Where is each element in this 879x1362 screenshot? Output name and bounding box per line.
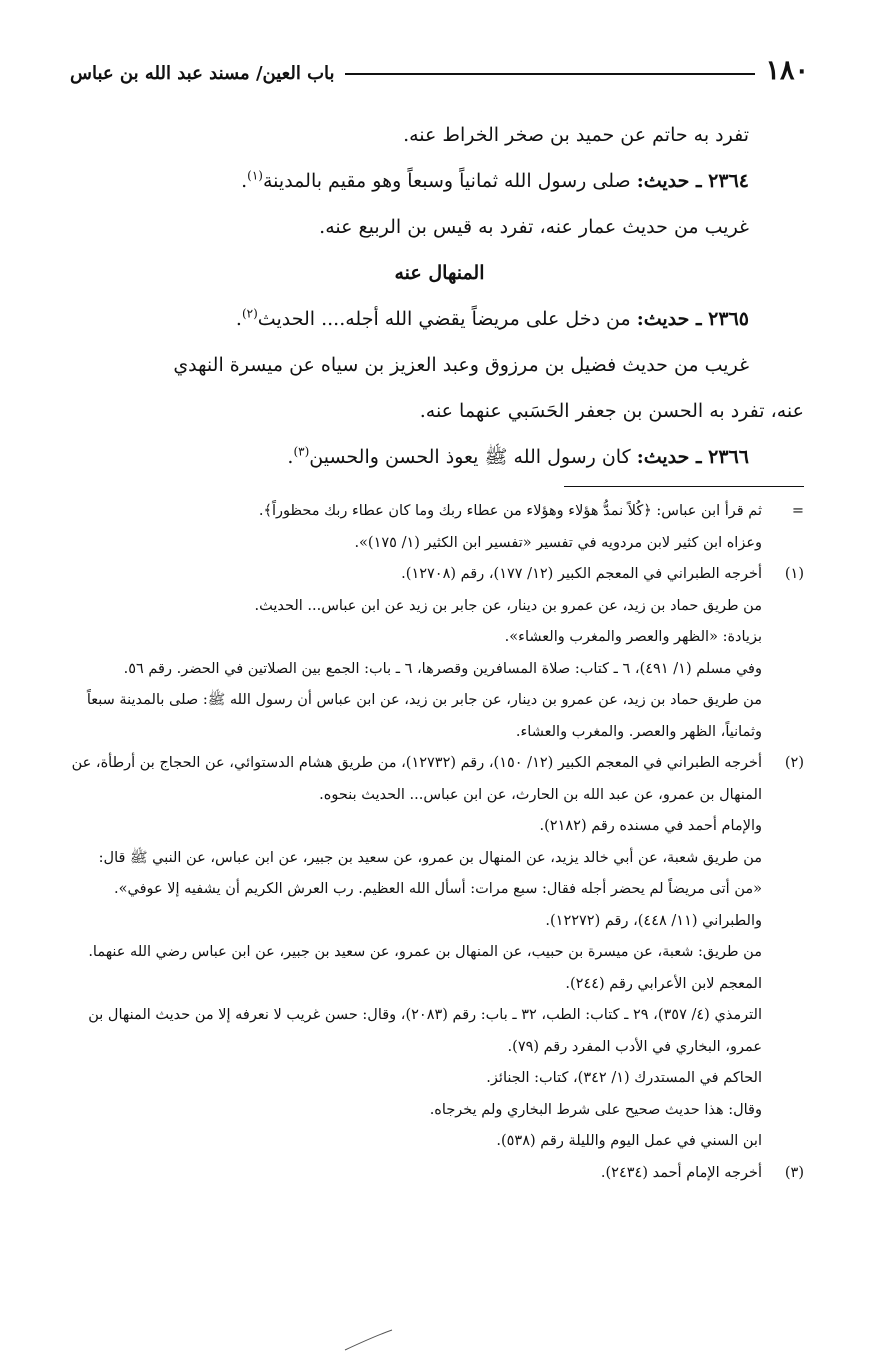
footnote-line: ابن السني في عمل اليوم والليلة رقم (٥٣٨). <box>496 1133 762 1149</box>
line-end: . <box>235 308 242 330</box>
hadith-dash: ـ <box>689 308 709 330</box>
footnote-line: وعزاه ابن كثير لابن مردويه في تفسير «تفسير ابن الكثير (١/ ١٧٥)». <box>354 534 762 551</box>
footnote-marker: (٣) <box>784 1164 804 1181</box>
footnote-line: المعجم لابن الأعرابي رقم (٢٤٤). <box>565 975 762 992</box>
footnote-line: من طريق: شعبة، عن ميسرة بن حبيب، عن المنهال بن عمرو، عن سعيد بن جبير، عن ابن عباس رضي الله عنهما. <box>88 944 762 960</box>
running-title: باب العين/ مسند عبد الله بن عباس <box>70 63 335 84</box>
footnote-line: الترمذي (٤/ ٣٥٧)، ٢٩ ـ كتاب: الطب، ٣٢ ـ باب: رقم (٢٠٨٣)، وقال: حسن غريب لا نعرفه إلا من حديث المنهال بن عمرو، البخاري في الأدب المفرد رقم (٧٩). <box>88 1007 762 1055</box>
footnote-marker: (١) <box>784 566 804 582</box>
hadith-text: من دخل على مريضاً يقضي الله أجله.... الحديث <box>257 308 637 330</box>
hadith-keyword: حديث: <box>636 308 690 330</box>
hadith-dash: ـ <box>689 170 709 192</box>
footnote-line: والطبراني (١١/ ٤٤٨)، رقم (١٢٢٧٢). <box>545 912 762 929</box>
line-text: عنه، تفرد به الحسن بن جعفر الحَسَبي عنهما عنه. <box>419 400 804 422</box>
footnote-marker: (٢) <box>784 755 804 771</box>
footnote-line: بزيادة: «الظهر والعصر والمغرب والعشاء». <box>504 629 762 645</box>
footnote-line: من طريق حماد بن زيد، عن عمرو بن دينار، عن جابر بن زيد عن ابن عباس... الحديث. <box>254 597 762 614</box>
hadith-text: كان رسول الله ﷺ يعوذ الحسن والحسين <box>309 446 637 468</box>
line-text: غريب من حديث عمار عنه، تفرد به قيس بن الربيع عنه. <box>319 216 749 238</box>
hadith-number: ٢٣٦٤ <box>708 170 749 192</box>
footnote-line: والإمام أحمد في مسنده رقم (٢١٨٢). <box>539 818 762 834</box>
hadith-keyword: حديث: <box>636 446 690 468</box>
hadith-keyword: حديث: <box>636 170 690 192</box>
footnote-ref[interactable]: (٣) <box>293 444 310 459</box>
hadith-number: ٢٣٦٦ <box>708 446 749 468</box>
footnote-line: ثم قرأ ابن عباس: ﴿كُلاً نمدُّ هؤلاء وهؤلاء من عطاء ربك وما كان عطاء ربك محظوراً﴾. <box>258 503 762 519</box>
line-end: . <box>241 170 248 192</box>
footnote-line: أخرجه الطبراني في المعجم الكبير (١٢/ ١٥٠)، رقم (١٢٧٣٢)، من طريق هشام الدستوائي، عن الحجاج بن أرطأة، عن المنهال بن عمرو، عن عبد الله بن الحارث، عن ابن عباس... الحديث بنحوه. <box>71 755 762 803</box>
footnote-line: وقال: هذا حديث صحيح على شرط البخاري ولم يخرجاه. <box>429 1101 762 1118</box>
footnote-line: أخرجه الإمام أحمد (٢٤٣٤). <box>600 1164 762 1181</box>
footnote-ref[interactable]: (١) <box>247 168 263 183</box>
hadith-dash: ـ <box>689 446 709 468</box>
footnote-marker: = <box>791 503 804 519</box>
line-end: . <box>287 446 294 468</box>
section-heading: المنهال عنه <box>394 262 485 284</box>
hadith-number: ٢٣٦٥ <box>708 308 749 330</box>
footnote-line: وفي مسلم (١/ ٤٩١)، ٦ ـ كتاب: صلاة المسافرين وقصرها، ٦ ـ باب: الجمع بين الصلاتين في الحضر. رقم ٥٦. <box>123 660 762 677</box>
footnote-line: من طريق شعبة، عن أبي خالد يزيد، عن المنهال بن عمرو، عن سعيد بن جبير، عن ابن عباس، عن النبي ﷺ قال: «من أتى مريضاً لم يحضر أجله فقال: سبع مرات: أسأل الله العظيم. رب العرش الكريم أن يشفيه إلا عوفي». <box>98 849 762 897</box>
page-number: ١٨٠ <box>765 55 809 86</box>
line-text: غريب من حديث فضيل بن مرزوق وعبد العزيز بن سياه عن ميسرة النهدي <box>173 354 749 376</box>
line-text: تفرد به حاتم عن حميد بن صخر الخراط عنه. <box>403 124 749 146</box>
hadith-text: صلى رسول الله ثمانياً وسبعاً وهو مقيم بالمدينة <box>262 170 637 192</box>
footnote-line: الحاكم في المستدرك (١/ ٣٤٢)، كتاب: الجنائز. <box>486 1070 762 1086</box>
footnote-line: أخرجه الطبراني في المعجم الكبير (١٢/ ١٧٧)، رقم (١٢٧٠٨). <box>401 566 762 582</box>
footnote-line: من طريق حماد بن زيد، عن عمرو بن دينار، عن جابر بن زيد، عن ابن عباس أن رسول الله ﷺ: صلى بالمدينة سبعاً وثمانياً، الظهر والعصر. والمغرب والعشاء. <box>86 692 762 740</box>
footnote-ref[interactable]: (٢) <box>241 306 258 321</box>
